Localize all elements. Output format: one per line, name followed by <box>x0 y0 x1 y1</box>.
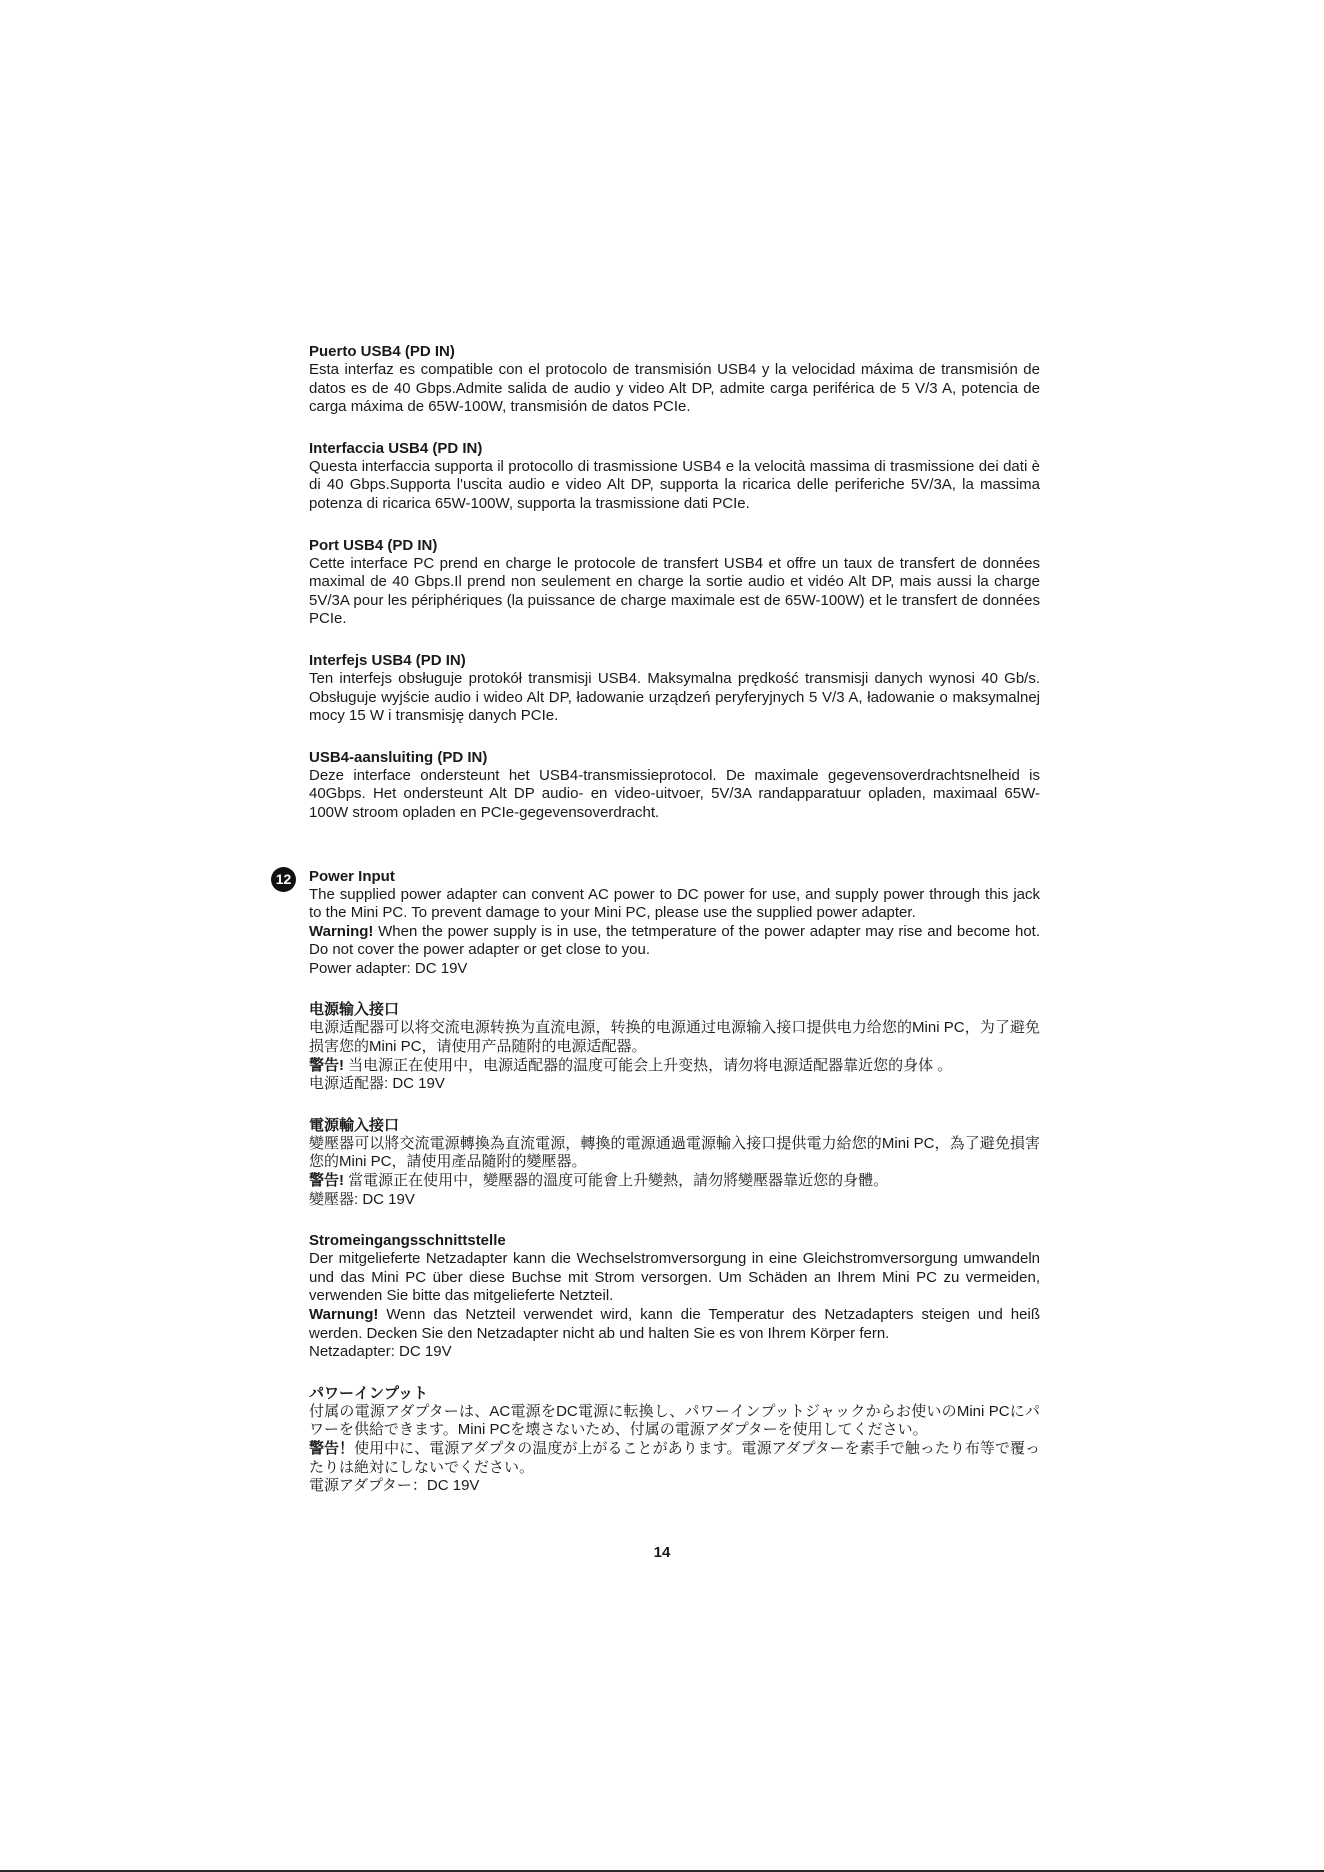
section-power-ja <box>309 1384 1040 1496</box>
section-body: Questa interfaccia supporta il protocollo di trasmissione USB4 e la velocità massima di trasmissione dei dati è di 40 Gbps.Supporta l'uscita audio e video Alt DP, supporta la ricarica delle periferiche 5V/3A, la massima potenza di ricarica 65W-100W, supporta la trasmissione dati PCIe. <box>309 457 1040 512</box>
section-body: Esta interfaz es compatible con el protocolo de transmisión USB4 y la velocidad máxima de transmisión de datos es de 40 Gbps.Admite salida de audio y video Alt DP, admite carga periférica de 5 V/3 A, potencia de carga máxima de 65W-100W, transmisión de datos PCIe. <box>309 361 1040 416</box>
warning-text: When the power supply is in use, the tetmperature of the power adapter may rise and become hot. Do not cover the power adapter or get close to you. <box>309 922 1040 959</box>
section-body: Deze interface ondersteunt het USB4-transmissieprotocol. De maximale gegevensoverdrachtsnelheid is 40Gbps. Het ondersteunt Alt DP audio- en video-uitvoer, 5V/3A randapparatuur opladen, maximaal 65W-100W stroom opladen en PCIe-gegevensoverdracht. <box>309 766 1040 821</box>
section-usb4-pl <box>309 651 1040 726</box>
section-body <box>309 1135 1040 1209</box>
section-power-zh-tw <box>309 1116 1040 1209</box>
body-text: 电源适配器可以将交流电源转换为直流电源，转换的电源通过电源输入接口提供电力给您的Mini PC，为了避免损害您的Mini PC，请使用产品随附的电源适配器。 <box>309 1019 1040 1056</box>
section-title: Interfaccia USB4 (PD IN) <box>309 439 483 457</box>
section-title: Stromeingangsschnittstelle <box>309 1232 506 1250</box>
warning-text: Wenn das Netzteil verwendet wird, kann die Temperatur des Netzadapters steigen und heiß werden. Decken Sie den Netzadapter nicht ab und halten Sie es von Ihrem Körper fern. <box>309 1306 1040 1342</box>
section-body <box>309 886 1040 979</box>
adapter-spec: 電源アダプター：DC 19V <box>309 1477 480 1495</box>
section-body: Cette interface PC prend en charge le protocole de transfert USB4 et offre un taux de transfert de données maximal de 40 Gbps.Il prend non seulement en charge la sortie audio et vidéo Alt DP, mais aussi la charge 5V/3A pour les périphériques (la puissance de charge maximale est de 65W-100W) et le transfert de données PCIe. <box>309 554 1040 628</box>
section-power-en <box>309 867 1040 979</box>
section-power-zh-cn <box>309 1000 1040 1093</box>
warning-label: 警告！ <box>309 1439 355 1457</box>
section-body <box>309 1403 1040 1496</box>
section-title: Power Input <box>309 867 395 885</box>
page-number: 14 <box>653 1544 671 1561</box>
body-text: The supplied power adapter can convent AC power to DC power for use, and supply power through this jack to the Mini PC. To prevent damage to your Mini PC, please use the supplied power adapter. <box>309 885 1040 922</box>
body-text: 付属の電源アダプターは、AC電源をDC電源に転換し、パワーインプットジャックからお使いのMini PCにパワーを供給できます。Mini PCを壊さないため、付属の電源アダプターを使用してください。 <box>309 1402 1040 1439</box>
section-title: 电源输入接口 <box>309 1001 400 1019</box>
warning-text: 當電源正在使用中，變壓器的溫度可能會上升變熱，請勿將變壓器靠近您的身體。 <box>344 1172 889 1190</box>
section-usb4-nl <box>309 748 1040 823</box>
section-title: Port USB4 (PD IN) <box>309 536 438 554</box>
warning-label: Warning! <box>309 922 374 940</box>
warning-text: 当电源正在使用中，电源适配器的温度可能会上升变热，请勿将电源适配器靠近您的身体 。 <box>344 1056 953 1074</box>
section-body <box>309 1019 1040 1093</box>
warning-text: 使用中に、電源アダプタの温度が上がることがあります。電源アダプターを素手で触ったり布等で覆ったりは絶対にしないでください。 <box>309 1439 1040 1476</box>
section-title: USB4-aansluiting (PD IN) <box>309 748 488 766</box>
page-content <box>309 342 1040 1496</box>
section-number-badge: 12 <box>271 867 296 892</box>
adapter-spec: Power adapter: DC 19V <box>309 959 468 977</box>
adapter-spec: 电源适配器: DC 19V <box>309 1075 445 1093</box>
section-title: Puerto USB4 (PD IN) <box>309 343 455 360</box>
adapter-spec: 變壓器: DC 19V <box>309 1190 415 1208</box>
warning-label: 警告! <box>309 1056 344 1074</box>
section-title: パワーインプット <box>309 1384 428 1402</box>
section-title: 電源輸入接口 <box>309 1116 400 1134</box>
section-title: Interfejs USB4 (PD IN) <box>309 651 466 669</box>
section-usb4-es <box>309 342 1040 417</box>
section-power-de <box>309 1231 1040 1362</box>
warning-label: Warnung! <box>309 1306 379 1323</box>
section-usb4-fr <box>309 536 1040 629</box>
body-text: Der mitgelieferte Netzadapter kann die Wechselstromversorgung in eine Gleichstromversorgung umwandeln und das Mini PC über diese Buchse mit Strom versorgen. Um Schäden an Ihrem Mini PC zu vermeiden, verwenden Sie bitte das mitgelieferte Netzteil. <box>309 1250 1040 1305</box>
section-usb4-it <box>309 439 1040 514</box>
warning-label: 警告! <box>309 1172 344 1190</box>
section-body: Ten interfejs obsługuje protokół transmisji USB4. Maksymalna prędkość transmisji danych wynosi 40 Gb/s. Obsługuje wyjście audio i wideo Alt DP, ładowanie urządzeń peryferyjnych 5 V/3 A, ładowanie o maksymalnej mocy 15 W i transmisję danych PCIe. <box>309 669 1040 725</box>
body-text: 變壓器可以將交流電源轉換為直流電源，轉換的電源通過電源輸入接口提供電力給您的Mini PC，為了避免損害您的Mini PC，請使用產品隨附的變壓器。 <box>309 1134 1040 1171</box>
section-body <box>309 1250 1040 1362</box>
adapter-spec: Netzadapter: DC 19V <box>309 1343 452 1361</box>
